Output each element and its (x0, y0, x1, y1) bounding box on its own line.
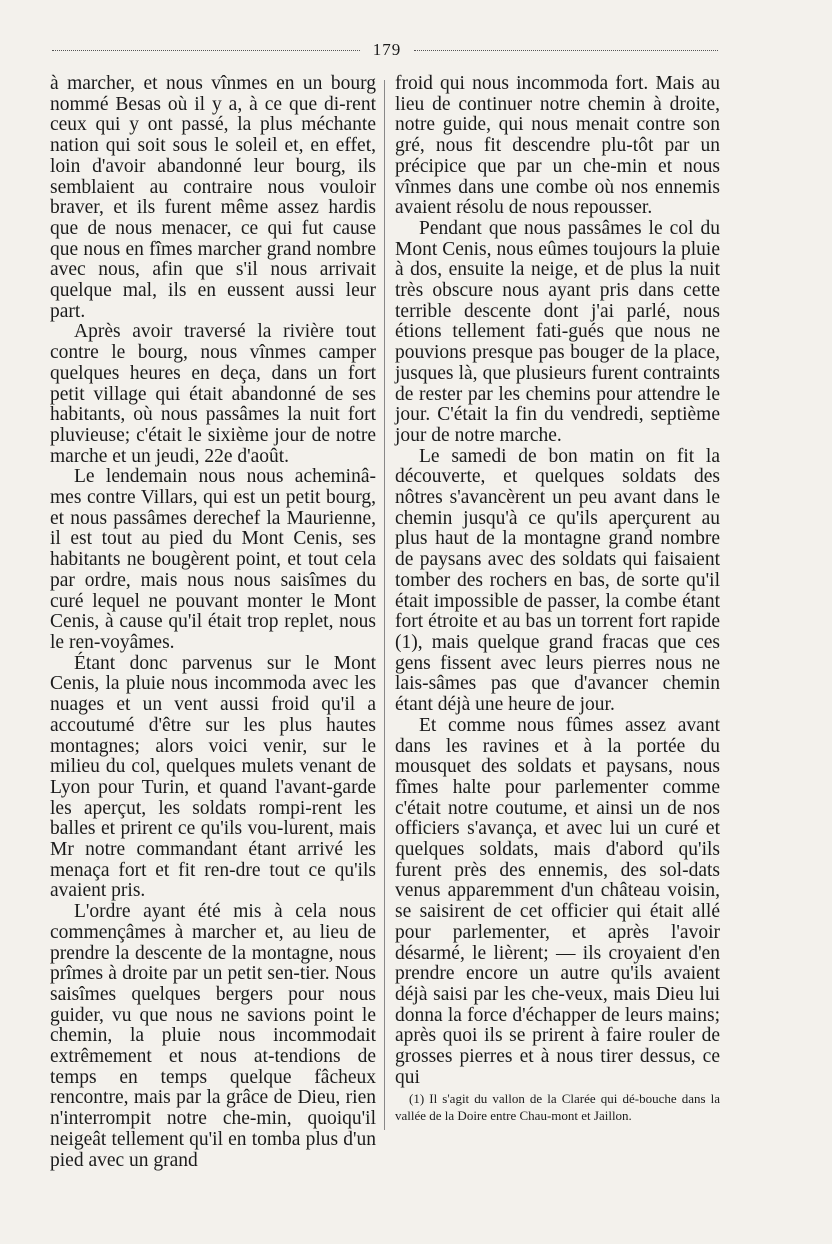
page-number: 179 (372, 40, 402, 59)
column-separator (384, 80, 385, 1130)
footnote: (1) Il s'agit du vallon de la Clarée qui dé-bouche dans la vallée de la Doire entre Chau-mont et Jaillon. (395, 1091, 720, 1123)
paragraph: Le samedi de bon matin on fit la découverte, et quelques soldats des nôtres s'avancèrent un peu avant dans le chemin jusqu'à ce qu'ils aperçurent au plus haut de la montagne grand nombre de paysans avec des soldats qui faisaient tomber des rochers en bas, de sorte qu'il était impossible de passer, la combe étant fort étroite et au bas un torrent fort rapide (1), mais quelque grand fracas que ces gens fissent avec leurs pierres nous ne lais-sâmes pas que d'avancer chemin étant déjà une heure de jour. (395, 445, 720, 716)
paragraph: L'ordre ayant été mis à cela nous commençâmes à marcher et, au lieu de prendre la descente de la montagne, nous prîmes à droite par un petit sen-tier. Nous saisîmes quelques bergers pour nous guider, vu que nous ne savions point le chemin, la pluie nous incommodait extrêmement et nous at-tendions de temps en temps quelque fâcheux rencontre, mais par la grâce de Dieu, rien n'interrompit notre che-min, quoiqu'il neigeât tellement qu'il en tomba plus d'un pied avec un grand (50, 901, 376, 1171)
paragraph: Pendant que nous passâmes le col du Mont Cenis, nous eûmes toujours la pluie à dos, ensuite la neige, et de plus la nuit très obscure nous ayant pris dans cette terrible descente dont j'ai parlé, nous étions tellement fati-gués que nous ne pouvions presque pas bouger de la place, jusques là, que plusieurs furent contraints de rester par les chemins pour attendre le jour. C'était la fin du vendredi, septième jour de notre marche. (395, 217, 720, 446)
paragraph: froid qui nous incommoda fort. Mais au lieu de continuer notre chemin à droite, notre guide, qui nous menait contre son gré, nous fit descendre plu-tôt par un précipice que par un che-min et nous vînmes dans une combe où nos ennemis avaient résolu de nous repousser. (395, 73, 720, 219)
paragraph: Après avoir traversé la rivière tout contre le bourg, nous vînmes camper quelques heures en deça, dans un fort petit village qui était abandonné de ses habitants, où nous passâmes la nuit fort pluvieuse; c'était le sixième jour de notre marche et un jeudi, 22e d'août. (50, 321, 376, 467)
header-rule-left (52, 50, 360, 51)
paragraph: Le lendemain nous nous acheminâ-mes contre Villars, qui est un petit bourg, et nous passâmes derechef la Maurienne, il est tout au pied du Mont Cenis, ses habitants ne bougèrent point, et tout cela par ordre, mais nous nous saisîmes du curé lequel ne pouvant monter le Mont Cenis, à cause qu'il était trop replet, nous le ren-voyâmes. (50, 466, 376, 653)
paragraph: Étant donc parvenus sur le Mont Cenis, la pluie nous incommoda avec les nuages et un vent aussi froid qu'il a accoutumé d'être sur les plus hautes montagnes; alors voici venir, sur le milieu du col, quelques mulets venant de Lyon pour Turin, et quand l'avant-garde les aperçut, les soldats rompi-rent les balles et prirent ce qu'ils vou-lurent, mais Mr notre commandant étant arrivé les menaça fort et fit ren-dre tout ce qu'ils avaient pris. (50, 652, 376, 902)
header-rule-right (414, 50, 718, 51)
paragraph: Et comme nous fûmes assez avant dans les ravines et à la portée du mousquet des soldats et paysans, nous fîmes halte pour parlementer comme c'était notre coutume, et ainsi un de nos officiers s'avança, et avec lui un curé et quelques soldats, mais d'abord qu'ils furent près des ennemis, des sol-dats venus apparemment d'un château voisin, se saisirent de cet officier qui était allé pour parlementer, et après l'avoir désarmé, le lièrent; — ils croyaient d'en prendre encore un autre qu'ils avaient déjà saisi par les che-veux, mais Dieu lui donna la force d'échapper de leurs mains; après quoi ils se prirent à faire rouler de grosses pierres et à nous tirer dessus, ce qui (395, 714, 720, 1088)
right-column (395, 74, 720, 1088)
paragraph: à marcher, et nous vînmes en un bourg nommé Besas où il y a, à ce que di-rent ceux qui y ont passé, la plus méchante nation qui soit sous le soleil et, en effet, loin d'avoir abandonné leur bourg, ils semblaient au contraire nous vouloir braver, et ils furent même assez hardis que de nous menacer, ce qui fut cause que nous en fîmes marcher grand nombre avec nous, afin que s'il nous arrivait quelque mal, ils en eussent aussi leur part. (50, 73, 376, 322)
left-column (50, 74, 376, 1171)
page-header (52, 40, 718, 60)
